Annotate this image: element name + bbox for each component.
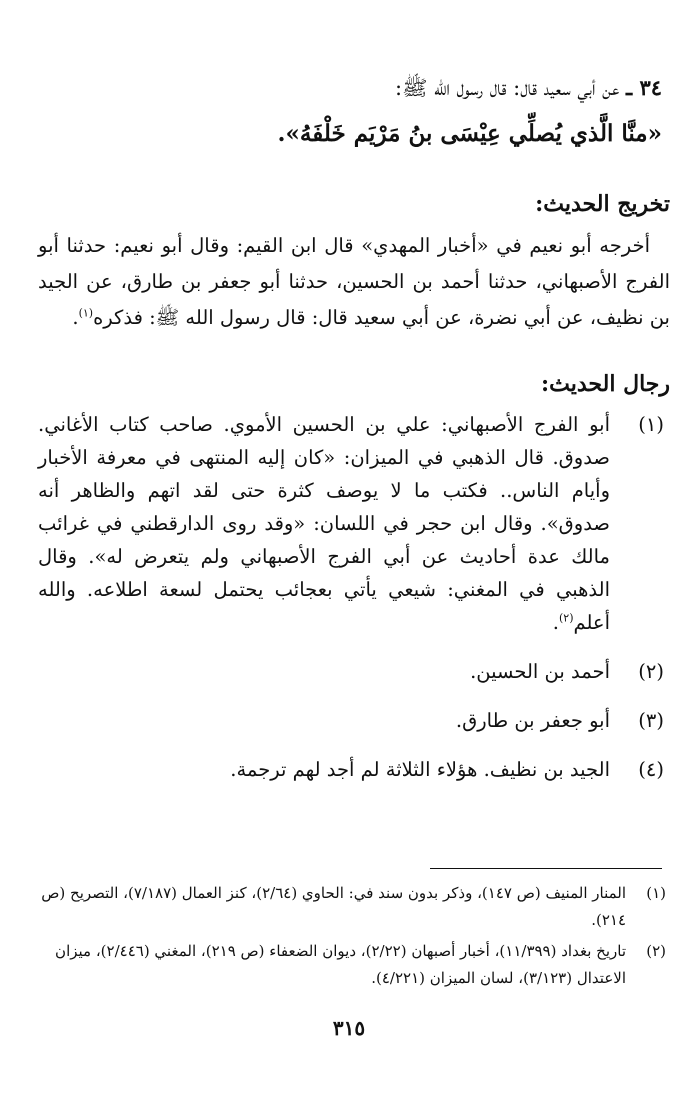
narrator-text: أحمد بن الحسين. xyxy=(470,660,610,683)
footnotes xyxy=(38,880,672,996)
footnote-number: (١) xyxy=(646,884,666,902)
narrator-number: (١) xyxy=(638,413,664,436)
narrator-text: أبو الفرج الأصبهاني: علي بن الحسين الأموي. صاحب كتاب الأغاني. صدوق. قال الذهبي في الميزان: «كان إليه المنتهى في معرفة الأخبار وأيام الناس.. فكتب ما لا يوصف كثرة حتى لقد اتهم والظاهر أنه صدوق». وقال ابن حجر في اللسان: «وقد روى الدارقطني في غرائب مالك عدة أحاديث عن أبي الفرج الأصبهاني ولم يتعرض له». وقال الذهبي في المغني: شيعي يأتي بعجائب يحتمل لسعة اطلاعه. والله أعلم$^{(٢)}$. xyxy=(38,413,610,634)
footnote-1 xyxy=(38,880,672,934)
takhrij-heading: تخريج الحديث: xyxy=(535,191,670,217)
narrator-number: (٢) xyxy=(638,660,664,683)
narrators-list xyxy=(38,408,670,786)
footnote-number: (٢) xyxy=(646,942,666,960)
narrator-text: الجيد بن نظيف. هؤلاء الثلاثة لم أجد لهم ترجمة. xyxy=(230,758,610,781)
narrator-item-4 xyxy=(38,753,670,786)
footnote-text: المنار المنيف (ص ١٤٧)، وذكر بدون سند في: الحاوي (٢/٦٤)، كنز العمال (٧/١٨٧)، التصريح (ص ٢١٤). xyxy=(41,884,626,929)
footnote-divider xyxy=(430,868,662,869)
hadith-text: «منَّا الَّذي يُصلِّي عِيْسَى بنُ مَرْيَم خَلْفَهُ». xyxy=(277,120,662,147)
page-body xyxy=(38,70,670,802)
hadith-intro: عن أبي سعيد قال: قال رسول الله ﷺ: xyxy=(395,76,620,100)
footnote-ref-2[interactable]: (٢) xyxy=(558,611,574,625)
narrator-item-2 xyxy=(38,655,670,688)
rijal-heading: رجال الحديث: xyxy=(541,371,670,397)
takhrij-paragraph: أخرجه أبو نعيم في «أخبار المهدي» قال ابن القيم: وقال أبو نعيم: حدثنا أبو الفرج الأصبهاني، حدثنا أحمد بن الحسين، حدثنا أبو جعفر بن طارق، عن الجيد بن نظيف، عن أبي نضرة، عن أبي سعيد قال: قال رسول الله ﷺ: فذكره$^{(١)}$. xyxy=(38,234,670,329)
narrator-number: (٣) xyxy=(638,709,664,732)
narrator-item-1 xyxy=(38,408,670,639)
footnote-ref-1[interactable]: (١) xyxy=(78,306,94,320)
hadith-intro-line xyxy=(38,70,662,106)
footnote-text: تاريخ بغداد (١١/٣٩٩)، أخبار أصبهان (٢/٢٢)، ديوان الضعفاء (ص ٢١٩)، المغني (٢/٤٤٦)، ميزان الاعتدال (٣/١٢٣)، لسان الميزان (٤/٢٢١). xyxy=(55,942,626,987)
narrator-text: أبو جعفر بن طارق. xyxy=(455,709,610,732)
takhrij-text: أخرجه أبو نعيم في «أخبار المهدي» قال ابن القيم: وقال أبو نعيم: حدثنا أبو الفرج الأصبهاني، حدثنا أحمد بن الحسين، حدثنا أبو جعفر بن طارق، عن الجيد بن نظيف، عن أبي نضرة، عن أبي سعيد قال: قال رسول الله ﷺ: فذكره xyxy=(38,234,670,329)
footnote-2 xyxy=(38,938,672,992)
hadith-number: ٣٤ ـ xyxy=(625,75,662,100)
narrator-item-3 xyxy=(38,704,670,737)
narrator-number: (٤) xyxy=(638,758,664,781)
page-number: ٣١٥ xyxy=(332,1016,366,1040)
